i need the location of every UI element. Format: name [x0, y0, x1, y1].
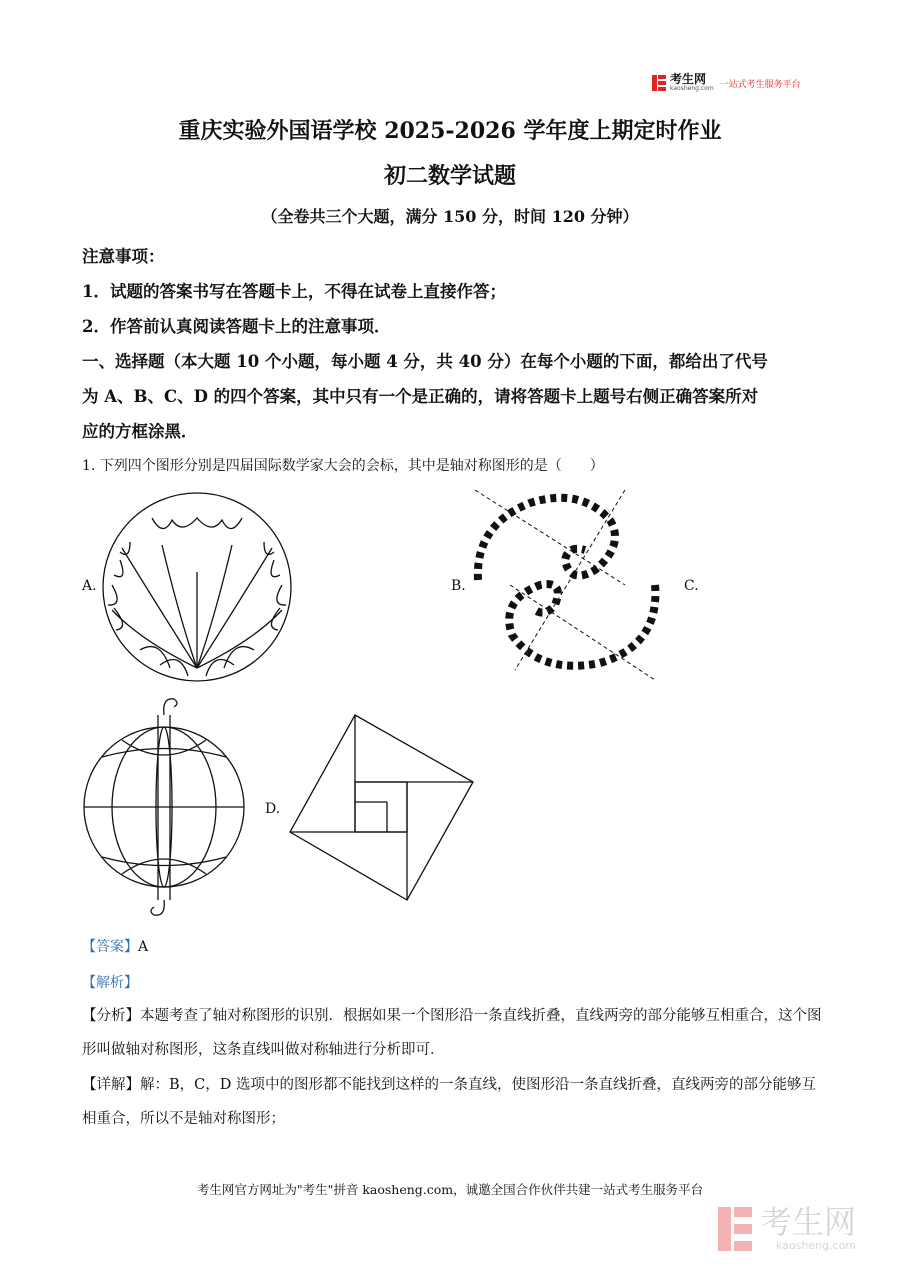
brand-logo	[652, 72, 801, 94]
answer-tag: 【答案】	[82, 939, 138, 955]
page-title: 重庆实验外国语学校 2025-2026 学年度上期定时作业	[178, 118, 722, 144]
question-text: 1. 下列四个图形分别是四届国际数学家大会的会标，其中是轴对称图形的是（ ）	[82, 458, 604, 474]
detail-paragraph	[82, 1068, 822, 1136]
detail-text: 解：B，C，D 选项中的图形都不能找到这样的一条直线，使图形沿一条直线折叠，直线两旁的部分能够互相重合，所以不是轴对称图形；	[82, 1077, 816, 1127]
logo-text	[670, 74, 714, 92]
section-instruction-line: 为 A、B、C、D 的四个答案，其中只有一个是正确的，请将答题卡上题号右侧正确答案所对	[82, 387, 759, 406]
section-instruction-line: 一、选择题（本大题 10 个小题，每小题 4 分，共 40 分）在每个小题的下面，都给出了代号	[82, 352, 768, 371]
analysis-text: 本题考查了轴对称图形的识别．根据如果一个图形沿一条直线折叠，直线两旁的部分能够互相重合，这个图形叫做轴对称图形，这条直线叫做对称轴进行分析即可．	[82, 1008, 822, 1058]
exam-info: （全卷共三个大题，满分 150 分，时间 120 分钟）	[261, 207, 639, 226]
page-subtitle: 初二数学试题	[383, 163, 516, 189]
logo-name: 考生网	[670, 72, 707, 86]
figure-a-logo	[100, 490, 300, 690]
logo-domain: kaosheng.com	[670, 85, 714, 92]
figure-c-logo	[82, 695, 252, 920]
detail-label: 【详解】	[82, 1077, 140, 1093]
option-label-d: D.	[265, 801, 281, 817]
figure-d-logo	[285, 710, 480, 905]
watermark-mark-icon	[718, 1207, 752, 1251]
option-label-c: C.	[684, 578, 699, 594]
section-instruction-line: 应的方框涂黑．	[82, 422, 198, 441]
watermark	[718, 1205, 856, 1252]
analysis-paragraph	[82, 999, 822, 1067]
option-label-b: B.	[451, 578, 466, 594]
figure-b-logo	[470, 485, 670, 685]
option-label-a: A.	[82, 578, 97, 594]
page-footer: 考生网官方网址为"考生"拼音 kaosheng.com，诚邀全国合作伙伴共建一站式考生服务平台	[196, 1182, 704, 1197]
notes-heading: 注意事项：	[82, 247, 165, 266]
answer-line	[82, 936, 148, 956]
answer-value: A	[138, 939, 149, 955]
analysis-tag: 【解析】	[82, 975, 138, 991]
notes-item: 1．试题的答案书写在答题卡上，不得在试卷上直接作答；	[82, 282, 506, 301]
logo-slogan: 一站式考生服务平台	[719, 79, 801, 90]
watermark-name: 考生网	[760, 1203, 857, 1241]
analysis-label: 【分析】	[82, 1008, 140, 1024]
watermark-domain: kaosheng.com	[775, 1239, 857, 1252]
notes-item: 2．作答前认真阅读答题卡上的注意事项．	[82, 317, 391, 336]
logo-mark-icon	[652, 75, 666, 91]
